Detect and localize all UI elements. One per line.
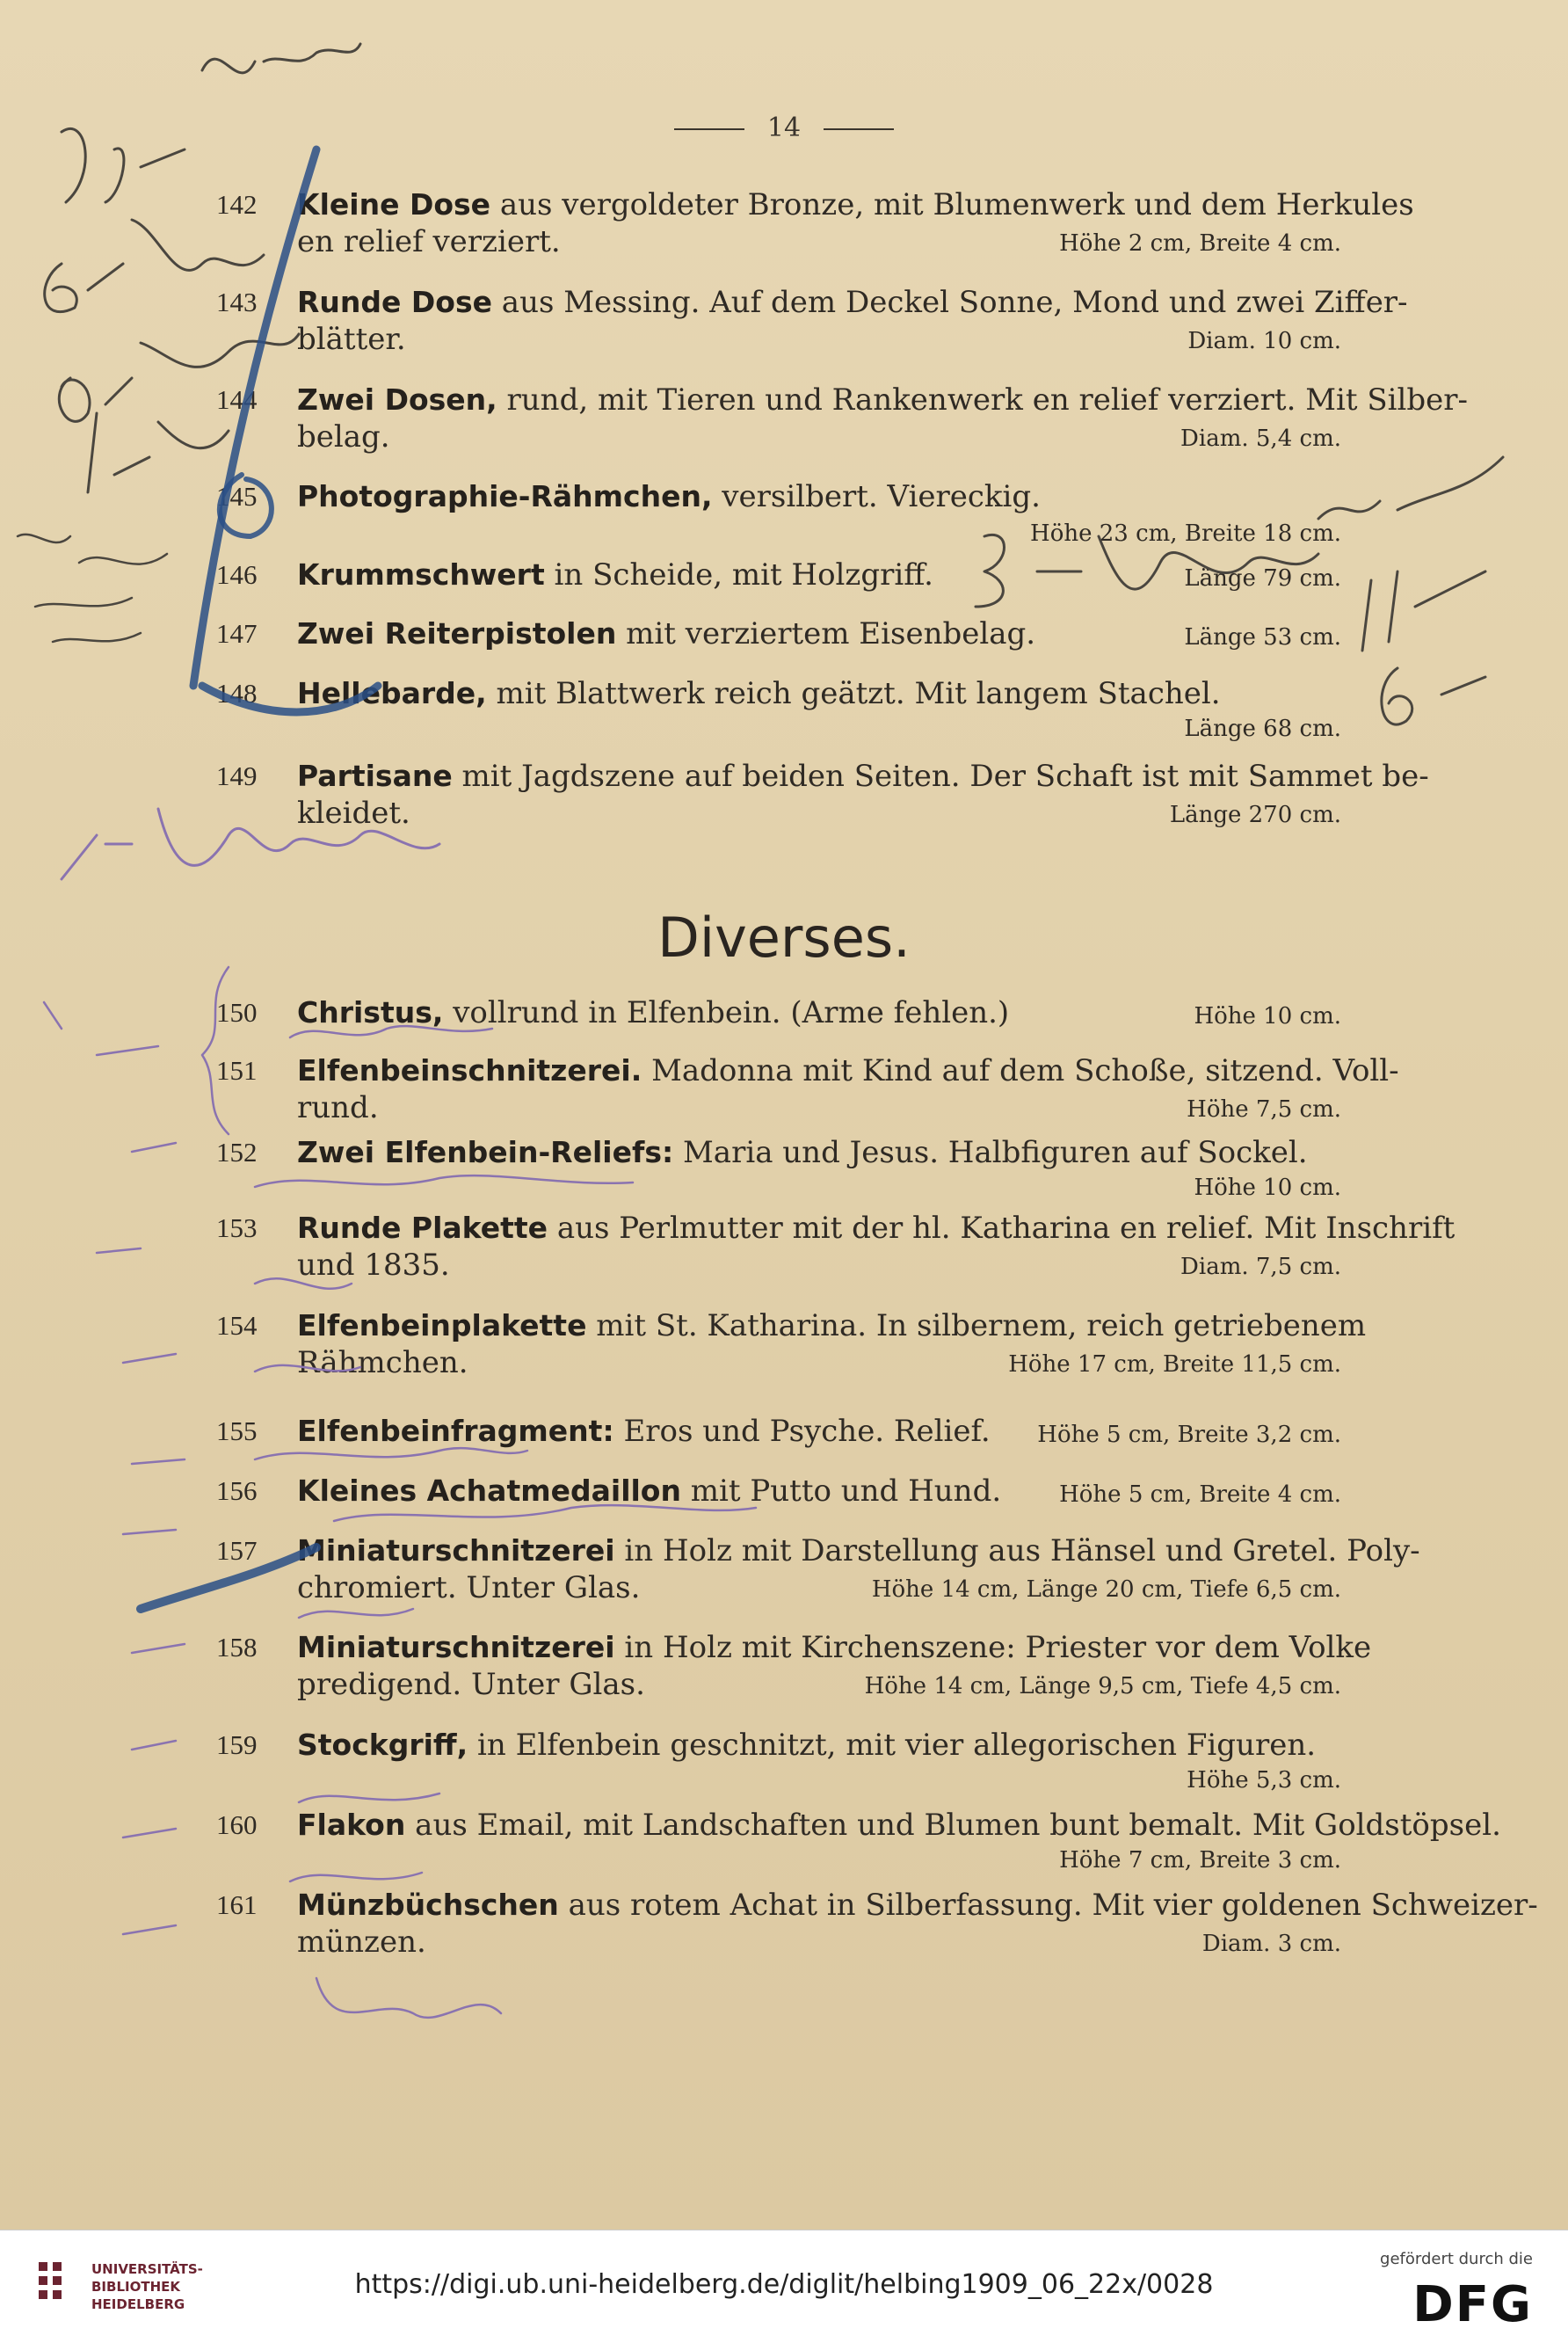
entry-number: 149 <box>216 760 258 791</box>
entry-dimensions: Länge 270 cm. <box>1169 802 1341 828</box>
entry-number: 152 <box>216 1137 258 1168</box>
entry-title: Partisane <box>297 759 453 793</box>
entry-title: Krummschwert <box>297 557 545 592</box>
entry-text: aus Perlmutter mit der hl. Katharina en relief. Mit Inschrift <box>548 1211 1455 1246</box>
entry-text-continued: chromiert. Unter Glas. <box>297 1570 641 1605</box>
entry-text-continued: münzen. <box>297 1925 426 1960</box>
entry-dimensions: Länge 79 cm. <box>1184 565 1341 592</box>
entry-text: aus rotem Achat in Silberfassung. Mit vier goldenen Schweizer- <box>558 1888 1538 1923</box>
pencil-annotation-1 <box>88 413 229 492</box>
entry-number: 142 <box>216 189 258 220</box>
entry-text: in Elfenbein geschnitzt, mit vier allegorischen Figuren. <box>468 1728 1317 1763</box>
entry-text: vollrund in Elfenbein. (Arme fehlen.) <box>443 995 1010 1030</box>
entry-dimensions: Diam. 7,5 cm. <box>1180 1254 1341 1280</box>
entry-title: Stockgriff, <box>297 1728 468 1762</box>
entry-text: Maria und Jesus. Halbfiguren auf Sockel. <box>673 1135 1308 1170</box>
entry-title: Münzbüchschen <box>297 1888 559 1922</box>
entry-number: 153 <box>216 1212 258 1243</box>
entry-title: Christus, <box>297 995 444 1030</box>
entry-number: 150 <box>216 997 258 1028</box>
entry-text: Madonna mit Kind auf dem Schoße, sitzend. Voll- <box>642 1053 1399 1088</box>
entry-text: in Holz mit Kirchenszene: Priester vor dem Volke <box>614 1630 1372 1665</box>
entry-dimensions: Höhe 10 cm. <box>1194 1175 1341 1201</box>
violet-annotation-names <box>255 1026 756 2018</box>
entry-number: 145 <box>216 481 258 512</box>
entry-text: rund, mit Tieren und Rankenwerk en relief verziert. Mit Silber- <box>497 382 1469 418</box>
pencil-annotation-top <box>202 44 360 73</box>
entry-text: aus Email, mit Landschaften und Blumen bunt bemalt. Mit Goldstöpsel. <box>405 1808 1501 1843</box>
entry-text-continued: predigend. Unter Glas. <box>297 1667 645 1702</box>
entry-title: Flakon <box>297 1808 406 1842</box>
entry-number: 154 <box>216 1310 258 1341</box>
permalink-url[interactable]: https://digi.ub.uni-heidelberg.de/diglit/helbing1909_06_22x/0028 <box>354 2269 1214 2300</box>
entry-title: Miniaturschnitzerei <box>297 1533 615 1568</box>
entry-number: 151 <box>216 1055 258 1086</box>
entry-title: Photographie-Rähmchen, <box>297 479 713 513</box>
entry-dimensions: Diam. 10 cm. <box>1187 328 1341 354</box>
entry-dimensions: Höhe 5 cm, Breite 4 cm. <box>1059 1481 1341 1508</box>
entry-text: mit Jagdszene auf beiden Seiten. Der Schaft ist mit Sammet be- <box>452 759 1429 794</box>
entry-title: Elfenbeinplakette <box>297 1308 587 1342</box>
section-heading: Diverses. <box>657 906 911 970</box>
entry-text: aus Messing. Auf dem Deckel Sonne, Mond und zwei Ziffer- <box>491 285 1408 320</box>
entry-number: 157 <box>216 1535 258 1566</box>
entry-dimensions: Höhe 23 cm, Breite 18 cm. <box>1030 520 1341 547</box>
entry-title: Miniaturschnitzerei <box>297 1630 615 1664</box>
entry-text: mit St. Katharina. In silbernem, reich getriebenem <box>586 1308 1367 1343</box>
pencil-annotation-margin-note <box>18 535 167 642</box>
entry-title: Kleine Dose <box>297 187 491 222</box>
entry-number: 159 <box>216 1729 258 1760</box>
page-number <box>0 113 1568 143</box>
funder-label: gefördert durch die <box>1380 2250 1533 2268</box>
entry-text: mit Blattwerk reich geätzt. Mit langem Stachel. <box>486 676 1221 711</box>
entry-number: 146 <box>216 559 258 590</box>
entry-dimensions: Höhe 7 cm, Breite 3 cm. <box>1059 1847 1341 1874</box>
entry-text: Eros und Psyche. Relief. <box>613 1414 991 1449</box>
entry-text-continued: belag. <box>297 419 390 455</box>
entry-dimensions: Diam. 3 cm. <box>1201 1931 1341 1957</box>
entry-dimensions: Höhe 2 cm, Breite 4 cm. <box>1059 230 1341 257</box>
entry-title: Kleines Achatmedaillon <box>297 1473 681 1508</box>
entry-number: 158 <box>216 1632 258 1663</box>
entry-dimensions: Höhe 10 cm. <box>1194 1003 1341 1030</box>
entry-dimensions: Höhe 17 cm, Breite 11,5 cm. <box>1008 1351 1341 1378</box>
institution-line-3: HEIDELBERG <box>91 2296 185 2312</box>
entry-number: 155 <box>216 1415 258 1446</box>
entry-text-continued: kleidet. <box>297 796 410 831</box>
entry-number: 144 <box>216 384 258 415</box>
entry-number: 161 <box>216 1889 258 1920</box>
entry-text-continued: Rähmchen. <box>297 1345 468 1380</box>
entry-text: aus vergoldeter Bronze, mit Blumenwerk und dem Herkules <box>490 187 1414 222</box>
entry-text-continued: en relief verziert. <box>297 224 561 259</box>
entry-title: Zwei Reiterpistolen <box>297 616 617 651</box>
institution-line-1: UNIVERSITÄTS- <box>91 2261 203 2277</box>
page-number-dash-left <box>674 128 744 130</box>
entry-dimensions: Höhe 14 cm, Länge 9,5 cm, Tiefe 4,5 cm. <box>864 1673 1341 1699</box>
entry-dimensions: Höhe 7,5 cm. <box>1187 1096 1341 1123</box>
entry-title: Runde Dose <box>297 285 492 319</box>
entry-text: in Scheide, mit Holzgriff. <box>544 557 933 593</box>
entry-text-continued: und 1835. <box>297 1248 450 1283</box>
entry-title: Elfenbeinschnitzerei. <box>297 1053 642 1088</box>
footer-bar <box>0 2230 1568 2343</box>
entry-dimensions: Diam. 5,4 cm. <box>1180 426 1341 452</box>
entry-text-continued: rund. <box>297 1090 379 1125</box>
page-number-dash-right <box>824 128 894 130</box>
entry-dimensions: Länge 53 cm. <box>1184 624 1341 651</box>
entry-number: 143 <box>216 287 258 317</box>
entry-title: Elfenbeinfragment: <box>297 1414 614 1448</box>
entry-title: Hellebarde, <box>297 676 487 710</box>
entry-dimensions: Höhe 5,3 cm. <box>1187 1767 1341 1794</box>
entry-text: mit Putto und Hund. <box>680 1473 1002 1509</box>
entry-title: Runde Plakette <box>297 1211 548 1245</box>
violet-bracket-150 <box>202 967 229 1134</box>
page-number-text: 14 <box>766 113 802 143</box>
entry-dimensions: Höhe 14 cm, Länge 20 cm, Tiefe 6,5 cm. <box>871 1576 1341 1603</box>
entry-number: 160 <box>216 1809 258 1840</box>
entry-text: in Holz mit Darstellung aus Hänsel und Gretel. Poly- <box>614 1533 1420 1568</box>
entry-dimensions: Länge 68 cm. <box>1184 716 1341 742</box>
entry-number: 147 <box>216 618 258 649</box>
entry-title: Zwei Dosen, <box>297 382 497 417</box>
entry-text: versilbert. Viereckig. <box>712 479 1041 514</box>
entry-dimensions: Höhe 5 cm, Breite 3,2 cm. <box>1037 1422 1341 1448</box>
institution-line-2: BIBLIOTHEK <box>91 2279 180 2295</box>
entry-text: mit verziertem Eisenbelag. <box>616 616 1036 651</box>
entry-number: 156 <box>216 1475 258 1506</box>
dfg-logo: DFG <box>1412 2276 1533 2333</box>
violet-annotation-list <box>44 1002 185 1934</box>
entry-title: Zwei Elfenbein-Reliefs: <box>297 1135 674 1169</box>
entry-number: 148 <box>216 678 258 709</box>
entry-text-continued: blätter. <box>297 322 406 357</box>
